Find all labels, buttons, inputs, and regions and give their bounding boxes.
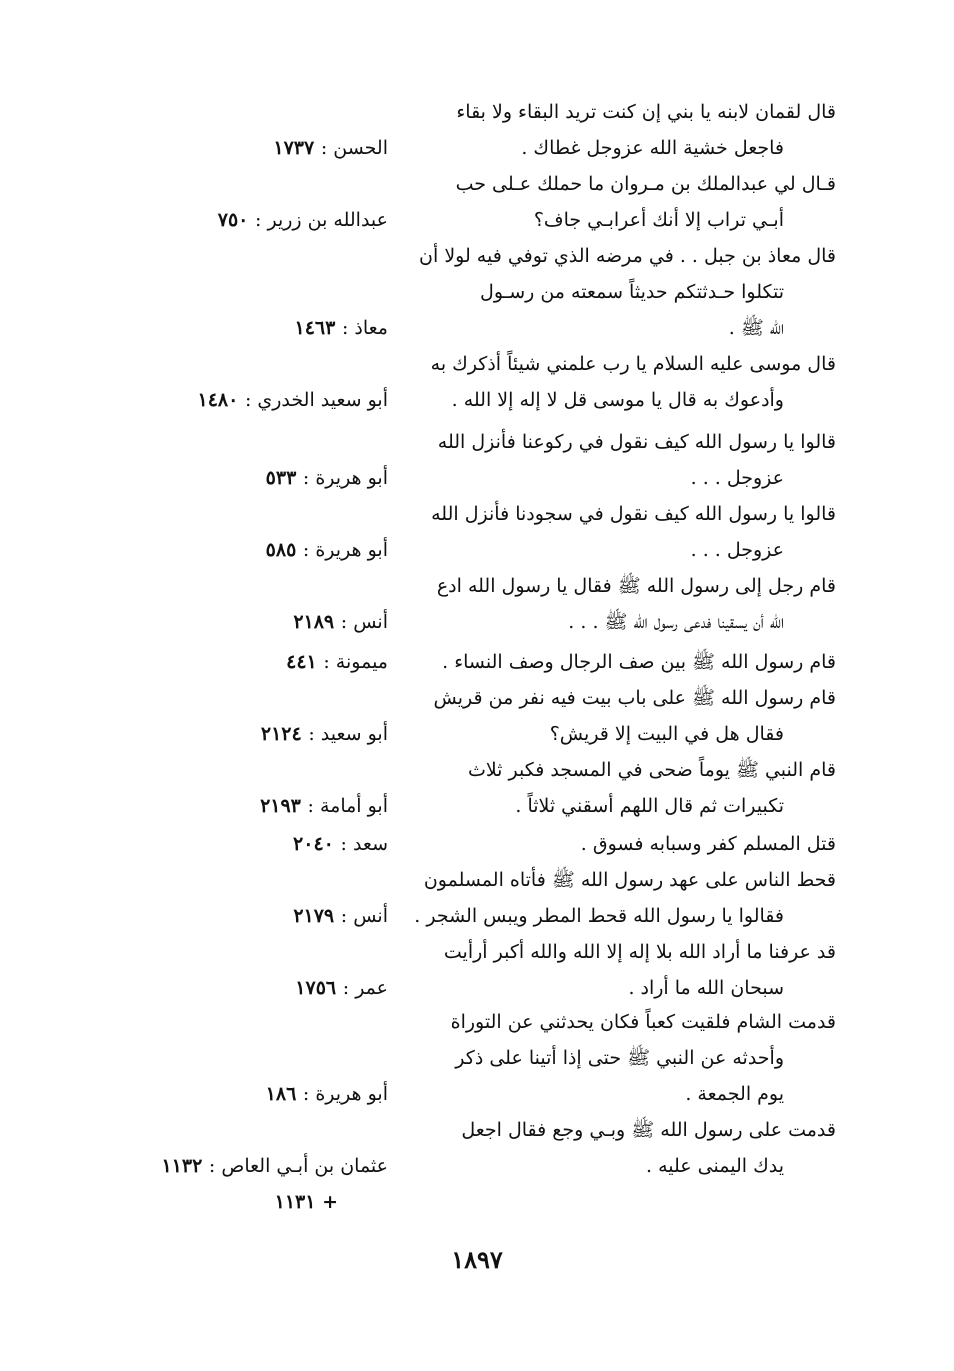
hadith-reference bbox=[266, 1076, 388, 1112]
narrator-name: أبو سعيد : bbox=[308, 723, 388, 745]
narrator-name: أبو أمامة : bbox=[307, 795, 388, 817]
text-line: قد عرفنا ما أراد الله بلا إله إلا الله والله أكبر أرأيت bbox=[443, 941, 836, 963]
text-line: تتكلوا حـدثتكم حديثاً سمعته من رسـول bbox=[480, 281, 784, 303]
text-line: سبحان الله ما أراد . bbox=[628, 977, 784, 999]
hadith-reference bbox=[266, 532, 388, 568]
text-line: قال موسى عليه السلام يا رب علمني شيئاً أذكرك به bbox=[430, 353, 836, 375]
hadith-reference bbox=[295, 970, 388, 1006]
text-line: قدمت الشام فلقيت كعباً فكان يحدثني عن التوراة bbox=[450, 1011, 836, 1033]
hadith-reference bbox=[293, 898, 388, 934]
text-line: يدك اليمنى عليه . bbox=[646, 1155, 784, 1177]
entry-text bbox=[430, 346, 836, 418]
text-line: قحط الناس على عهد رسول الله ﷺ فأتاه المسلمون bbox=[423, 869, 836, 891]
hadith-number: ١٨٦ bbox=[265, 1083, 297, 1105]
narrator-name: أبو سعيد الخدري : bbox=[244, 389, 388, 411]
hadith-number: ٢١٨٩ bbox=[293, 611, 335, 633]
text-line: قام رسول الله ﷺ بين صف الرجال وصف النساء . bbox=[442, 651, 836, 673]
narrator-name: الحسن : bbox=[320, 137, 388, 159]
entry-text bbox=[436, 826, 836, 862]
text-line: الله أن يسقينا فدعى رسول الله ﷺ . . . bbox=[568, 611, 784, 633]
narrator-name: أبو هريرة : bbox=[302, 467, 388, 489]
entry-text bbox=[414, 862, 836, 934]
hadith-number: ١٧٥٦ bbox=[295, 977, 337, 999]
narrator-name: أبو هريرة : bbox=[302, 539, 388, 561]
text-line: قـال لي عبدالملك بن مـروان ما حملك عـلى حب bbox=[455, 173, 836, 195]
entry-text bbox=[436, 166, 836, 238]
entry-text bbox=[436, 424, 836, 496]
hadith-number: ٤٤١ bbox=[286, 651, 317, 673]
text-line: قتل المسلم كفر وسبابه فسوق . bbox=[580, 833, 836, 855]
hadith-reference bbox=[218, 202, 388, 238]
narrator-name: عمر : bbox=[342, 977, 388, 999]
hadith-number: ٥٣٣ bbox=[265, 467, 297, 489]
entry-text bbox=[436, 934, 836, 1006]
text-line: أبـي تراب إلا أنك أعرابـي جاف؟ bbox=[533, 209, 784, 231]
hadith-number: ١١٣٢ bbox=[161, 1155, 203, 1177]
narrator-name: ميمونة : bbox=[323, 651, 388, 673]
entry-text bbox=[431, 496, 836, 568]
text-line: فقال هل في البيت إلا قريش؟ bbox=[549, 723, 784, 745]
text-line: يوم الجمعة . bbox=[685, 1083, 784, 1105]
text-line: تكبيرات ثم قال اللهم أسقني ثلاثاً . bbox=[515, 795, 784, 817]
hadith-reference bbox=[286, 644, 388, 680]
narrator-name: أبو هريرة : bbox=[302, 1083, 388, 1105]
text-line: قام رجل إلى رسول الله ﷺ فقال يا رسول الله ادع bbox=[436, 575, 836, 597]
text-line: عزوجل . . . bbox=[690, 539, 784, 561]
hadith-number: ٢١٢٤ bbox=[260, 723, 302, 745]
text-line: وأدعوك به قال يا موسى قل لا إله إلا الله . bbox=[451, 389, 784, 411]
text-line: قالوا يا رسول الله كيف نقول في سجودنا فأنزل الله bbox=[431, 503, 836, 525]
page-number: ١٨٩٧ bbox=[451, 1245, 503, 1274]
hadith-number: ٢١٧٩ bbox=[293, 905, 335, 927]
text-line: قال لقمان لابنه يا بني إن كنت تريد البقاء ولا بقاء bbox=[456, 101, 836, 123]
narrator-name: معاذ : bbox=[341, 317, 388, 339]
hadith-number: ١٤٨٠ bbox=[197, 389, 239, 411]
entry-text bbox=[436, 644, 836, 680]
text-line: الله ﷺ . bbox=[728, 317, 784, 339]
hadith-reference bbox=[293, 826, 388, 862]
entry-text bbox=[436, 1112, 836, 1184]
text-line: وأحدثه عن النبي ﷺ حتى إذا أتينا على ذكر bbox=[455, 1047, 784, 1069]
text-line: قام النبي ﷺ يوماً ضحى في المسجد فكبر ثلاث bbox=[467, 759, 836, 781]
hadith-number: ٥٨٥ bbox=[265, 539, 297, 561]
hadith-reference bbox=[293, 604, 388, 640]
narrator-name: عثمان بن أبـي العاص : bbox=[208, 1155, 388, 1177]
entry-text bbox=[436, 94, 836, 166]
hadith-number: ١٤٦٣ bbox=[294, 317, 336, 339]
text-line: قدمت على رسول الله ﷺ وبـي وجع فقال اجعل bbox=[461, 1119, 836, 1141]
hadith-reference bbox=[273, 130, 388, 166]
hadith-number: ٢١٩٣ bbox=[260, 795, 301, 817]
text-line: فقالوا يا رسول الله قحط المطر ويبس الشجر . bbox=[414, 905, 784, 927]
entry-text bbox=[419, 238, 836, 346]
entry-text bbox=[436, 1004, 836, 1112]
narrator-name: عبدالله بن زرير : bbox=[255, 209, 388, 231]
hadith-reference bbox=[261, 716, 388, 752]
hadith-reference bbox=[260, 788, 388, 824]
text-line: عزوجل . . . bbox=[690, 467, 784, 489]
narrator-name: أنس : bbox=[340, 611, 388, 633]
text-line: قام رسول الله ﷺ على باب بيت فيه نفر من قريش bbox=[433, 687, 836, 709]
hadith-number-extra: + ١١٣١ bbox=[274, 1191, 338, 1213]
hadith-reference bbox=[161, 1148, 388, 1184]
hadith-number: ٧٥٠ bbox=[217, 209, 249, 231]
hadith-reference bbox=[197, 382, 388, 418]
hadith-number: ٢٠٤٠ bbox=[293, 833, 334, 855]
hadith-number: ١٧٣٧ bbox=[273, 137, 315, 159]
entry-text bbox=[433, 680, 836, 752]
text-line: فاجعل خشية الله عزوجل غطاك . bbox=[521, 137, 784, 159]
text-line: قال معاذ بن جبل . . في مرضه الذي توفي فيه لولا أن bbox=[419, 245, 836, 267]
hadith-reference bbox=[295, 310, 389, 346]
entry-text bbox=[436, 568, 836, 640]
narrator-name: سعد : bbox=[340, 833, 388, 855]
hadith-reference bbox=[266, 460, 388, 496]
entry-text bbox=[436, 752, 836, 824]
text-line: قالوا يا رسول الله كيف نقول في ركوعنا فأنزل الله bbox=[437, 431, 836, 453]
narrator-name: أنس : bbox=[340, 905, 388, 927]
